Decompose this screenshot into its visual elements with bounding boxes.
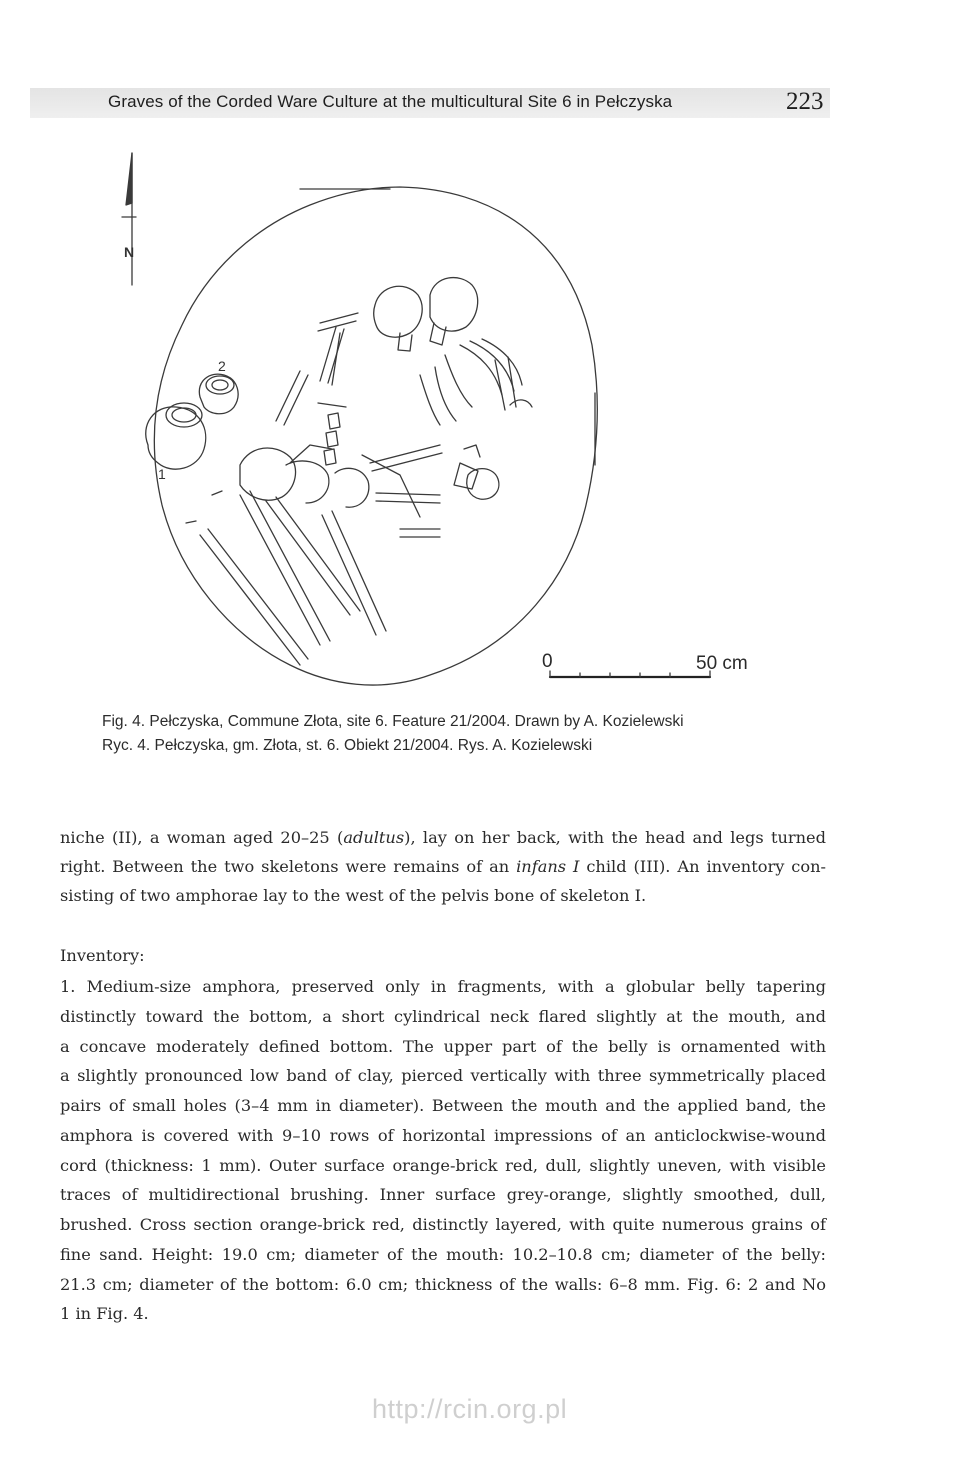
scale-end-label: 50 cm xyxy=(696,653,748,674)
inventory-line: 1 in Fig. 4. xyxy=(60,1304,149,1323)
skull-skeleton-i xyxy=(430,278,478,345)
spine-skeleton-i xyxy=(318,403,346,465)
grave-plan-drawing xyxy=(100,145,800,705)
paragraph-line xyxy=(60,886,646,905)
text-run: niche (II), a woman aged 20–25 ( xyxy=(60,828,344,847)
north-label: N xyxy=(124,244,135,260)
pelvis-bones xyxy=(240,445,369,507)
inventory-line: brushed. Cross section orange-brick red, distinctly layered, with quite numerous grains of xyxy=(60,1215,826,1234)
figure-caption-en: Fig. 4. Pełczyska, Commune Złota, site 6. Feature 21/2004. Drawn by A. Kozielewski xyxy=(102,713,684,730)
text-run: sisting of two amphorae lay to the west of the pelvis bone of skeleton I. xyxy=(60,886,647,905)
text-run: right. Between the two skeletons were remains of an xyxy=(60,857,517,876)
grave-pit-outline xyxy=(154,187,597,685)
scale-start-label: 0 xyxy=(542,651,553,672)
inventory-line: pairs of small holes (3–4 mm in diameter). Between the mouth and the applied band, the xyxy=(60,1096,826,1115)
inventory-heading-text: Inventory: xyxy=(60,946,145,965)
scale-bar xyxy=(542,651,748,677)
inventory-line: 21.3 cm; diameter of the bottom: 6.0 cm; thickness of the walls: 6–8 mm. Fig. 6: 2 and No xyxy=(60,1275,826,1294)
inventory-line: a concave moderately defined bottom. The upper part of the belly is ornamented with xyxy=(60,1037,826,1056)
inventory-line: a slightly pronounced low band of clay, pierced vertically with three symmetrically placed xyxy=(60,1066,826,1085)
leg-bones xyxy=(186,491,386,665)
paragraph-line xyxy=(60,828,826,847)
skull-skeleton-ii xyxy=(374,286,423,351)
bone-fragment xyxy=(467,400,532,499)
latin-term: infans I xyxy=(516,857,580,876)
inventory-line: amphora is covered with 9–10 rows of horizontal impressions of an anticlockwise-wound xyxy=(60,1126,826,1145)
inventory-line: fine sand. Height: 19.0 cm; diameter of the mouth: 10.2–10.8 cm; diameter of the belly: xyxy=(60,1245,826,1264)
amphora-2-icon xyxy=(199,358,238,414)
paragraph-line xyxy=(60,857,826,876)
arm-bones xyxy=(276,313,358,425)
inventory-line: traces of multidirectional brushing. Inner surface grey-orange, slightly smoothed, dull, xyxy=(60,1185,826,1204)
latin-term: adultus xyxy=(343,828,405,847)
item-label-1: 1 xyxy=(158,466,166,482)
child-bones xyxy=(362,445,480,537)
figure-caption-pl: Ryc. 4. Pełczyska, gm. Złota, st. 6. Obiekt 21/2004. Rys. A. Kozielewski xyxy=(102,737,593,754)
running-title: Graves of the Corded Ware Culture at the multicultural Site 6 in Pełczyska xyxy=(108,92,673,111)
grave-plan-figure xyxy=(100,145,800,705)
inventory-line: distinctly toward the bottom, a short cylindrical neck flared slightly at the mouth, and xyxy=(60,1007,826,1026)
watermark-url[interactable]: http://rcin.org.pl xyxy=(372,1394,568,1424)
text-run: ), lay on her back, with the head and legs turned xyxy=(404,828,826,847)
text-run: child (III). An inventory con- xyxy=(579,857,826,876)
inventory-line: 1. Medium-size amphora, preserved only in fragments, with a globular belly tapering xyxy=(60,977,826,996)
inventory-line: cord (thickness: 1 mm). Outer surface orange-brick red, dull, slightly uneven, with visible xyxy=(60,1156,826,1175)
item-label-2: 2 xyxy=(218,358,226,374)
page-number: 223 xyxy=(786,88,824,115)
ribcage-right xyxy=(420,339,522,425)
north-arrow-icon xyxy=(122,153,136,285)
